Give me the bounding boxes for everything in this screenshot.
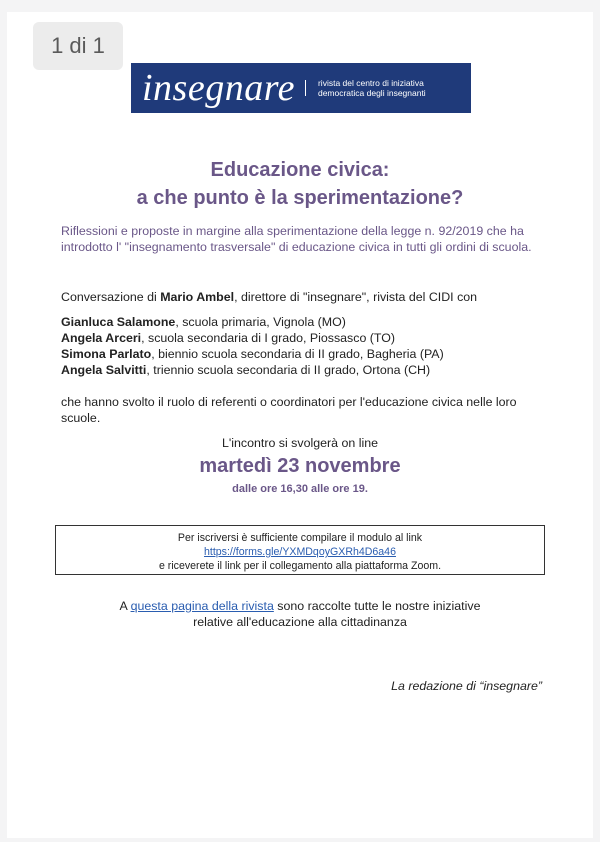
host-name: Mario Ambel bbox=[160, 290, 235, 304]
collection-paragraph bbox=[0, 598, 600, 630]
online-notice: L'incontro si svolgerà on line bbox=[222, 436, 378, 450]
conversation-suffix: , direttore di "insegnare", rivista del CIDI con bbox=[234, 290, 478, 304]
conversation-line bbox=[61, 289, 561, 305]
event-hours: dalle ore 16,30 alle ore 19. bbox=[232, 483, 368, 495]
magazine-banner bbox=[131, 63, 471, 113]
collection-prefix: A bbox=[119, 599, 131, 613]
collection-suffix: sono raccolte tutte le nostre iniziative bbox=[273, 599, 481, 613]
roles-paragraph: che hanno svolto il ruolo di referenti o coordinatori per l'educazione civica nelle loro scuole. bbox=[61, 395, 517, 425]
collection-line-1 bbox=[0, 598, 600, 614]
page-counter: 1 di 1 bbox=[33, 22, 123, 70]
signature: La redazione di “insegnare” bbox=[391, 679, 542, 693]
guest-row bbox=[61, 314, 561, 330]
guest-row bbox=[61, 330, 561, 346]
banner-divider bbox=[305, 80, 306, 96]
guest-role: , scuola secondaria di I grado, Piossasco (TO) bbox=[141, 331, 396, 345]
magazine-page-link[interactable]: questa pagina della rivista bbox=[130, 599, 274, 613]
zoom-notice: e riceverete il link per il collegamento alla piattaforma Zoom. bbox=[158, 560, 442, 572]
guest-list bbox=[61, 314, 561, 378]
collection-line-2: relative all'educazione alla cittadinanza bbox=[193, 615, 407, 629]
magazine-tagline: rivista del centro di iniziativa democratica degli insegnanti bbox=[317, 78, 426, 98]
guest-name: Gianluca Salamone bbox=[61, 315, 176, 329]
guest-role: , biennio scuola secondaria di II grado, Bagheria (PA) bbox=[151, 347, 444, 361]
guest-role: , scuola primaria, Vignola (MO) bbox=[175, 315, 346, 329]
registration-box bbox=[55, 525, 545, 575]
guest-row bbox=[61, 346, 561, 362]
magazine-logo: insegnare bbox=[142, 67, 295, 109]
title-line-2: a che punto è la sperimentazione? bbox=[136, 187, 464, 209]
guest-name: Angela Arceri bbox=[61, 331, 142, 345]
title-line-1: Educazione civica: bbox=[210, 159, 390, 181]
guest-name: Simona Parlato bbox=[61, 347, 152, 361]
guest-name: Angela Salvitti bbox=[61, 363, 147, 377]
registration-instruction: Per iscriversi è sufficiente compilare il modulo al link bbox=[177, 532, 423, 544]
conversation-prefix: Conversazione di bbox=[61, 290, 161, 304]
guest-row bbox=[61, 362, 561, 378]
document-title bbox=[0, 156, 600, 212]
event-date: martedì 23 novembre bbox=[199, 455, 401, 477]
registration-link[interactable]: https://forms.gle/YXMDqoyGXRh4D6a46 bbox=[204, 546, 396, 558]
intro-paragraph: Riflessioni e proposte in margine alla sperimentazione della legge n. 92/2019 che ha introdotto l' "insegnamento trasversale" di educazione civica in tutti gli ordini di scuola. bbox=[61, 224, 532, 254]
guest-role: , triennio scuola secondaria di II grado, Ortona (CH) bbox=[146, 363, 431, 377]
